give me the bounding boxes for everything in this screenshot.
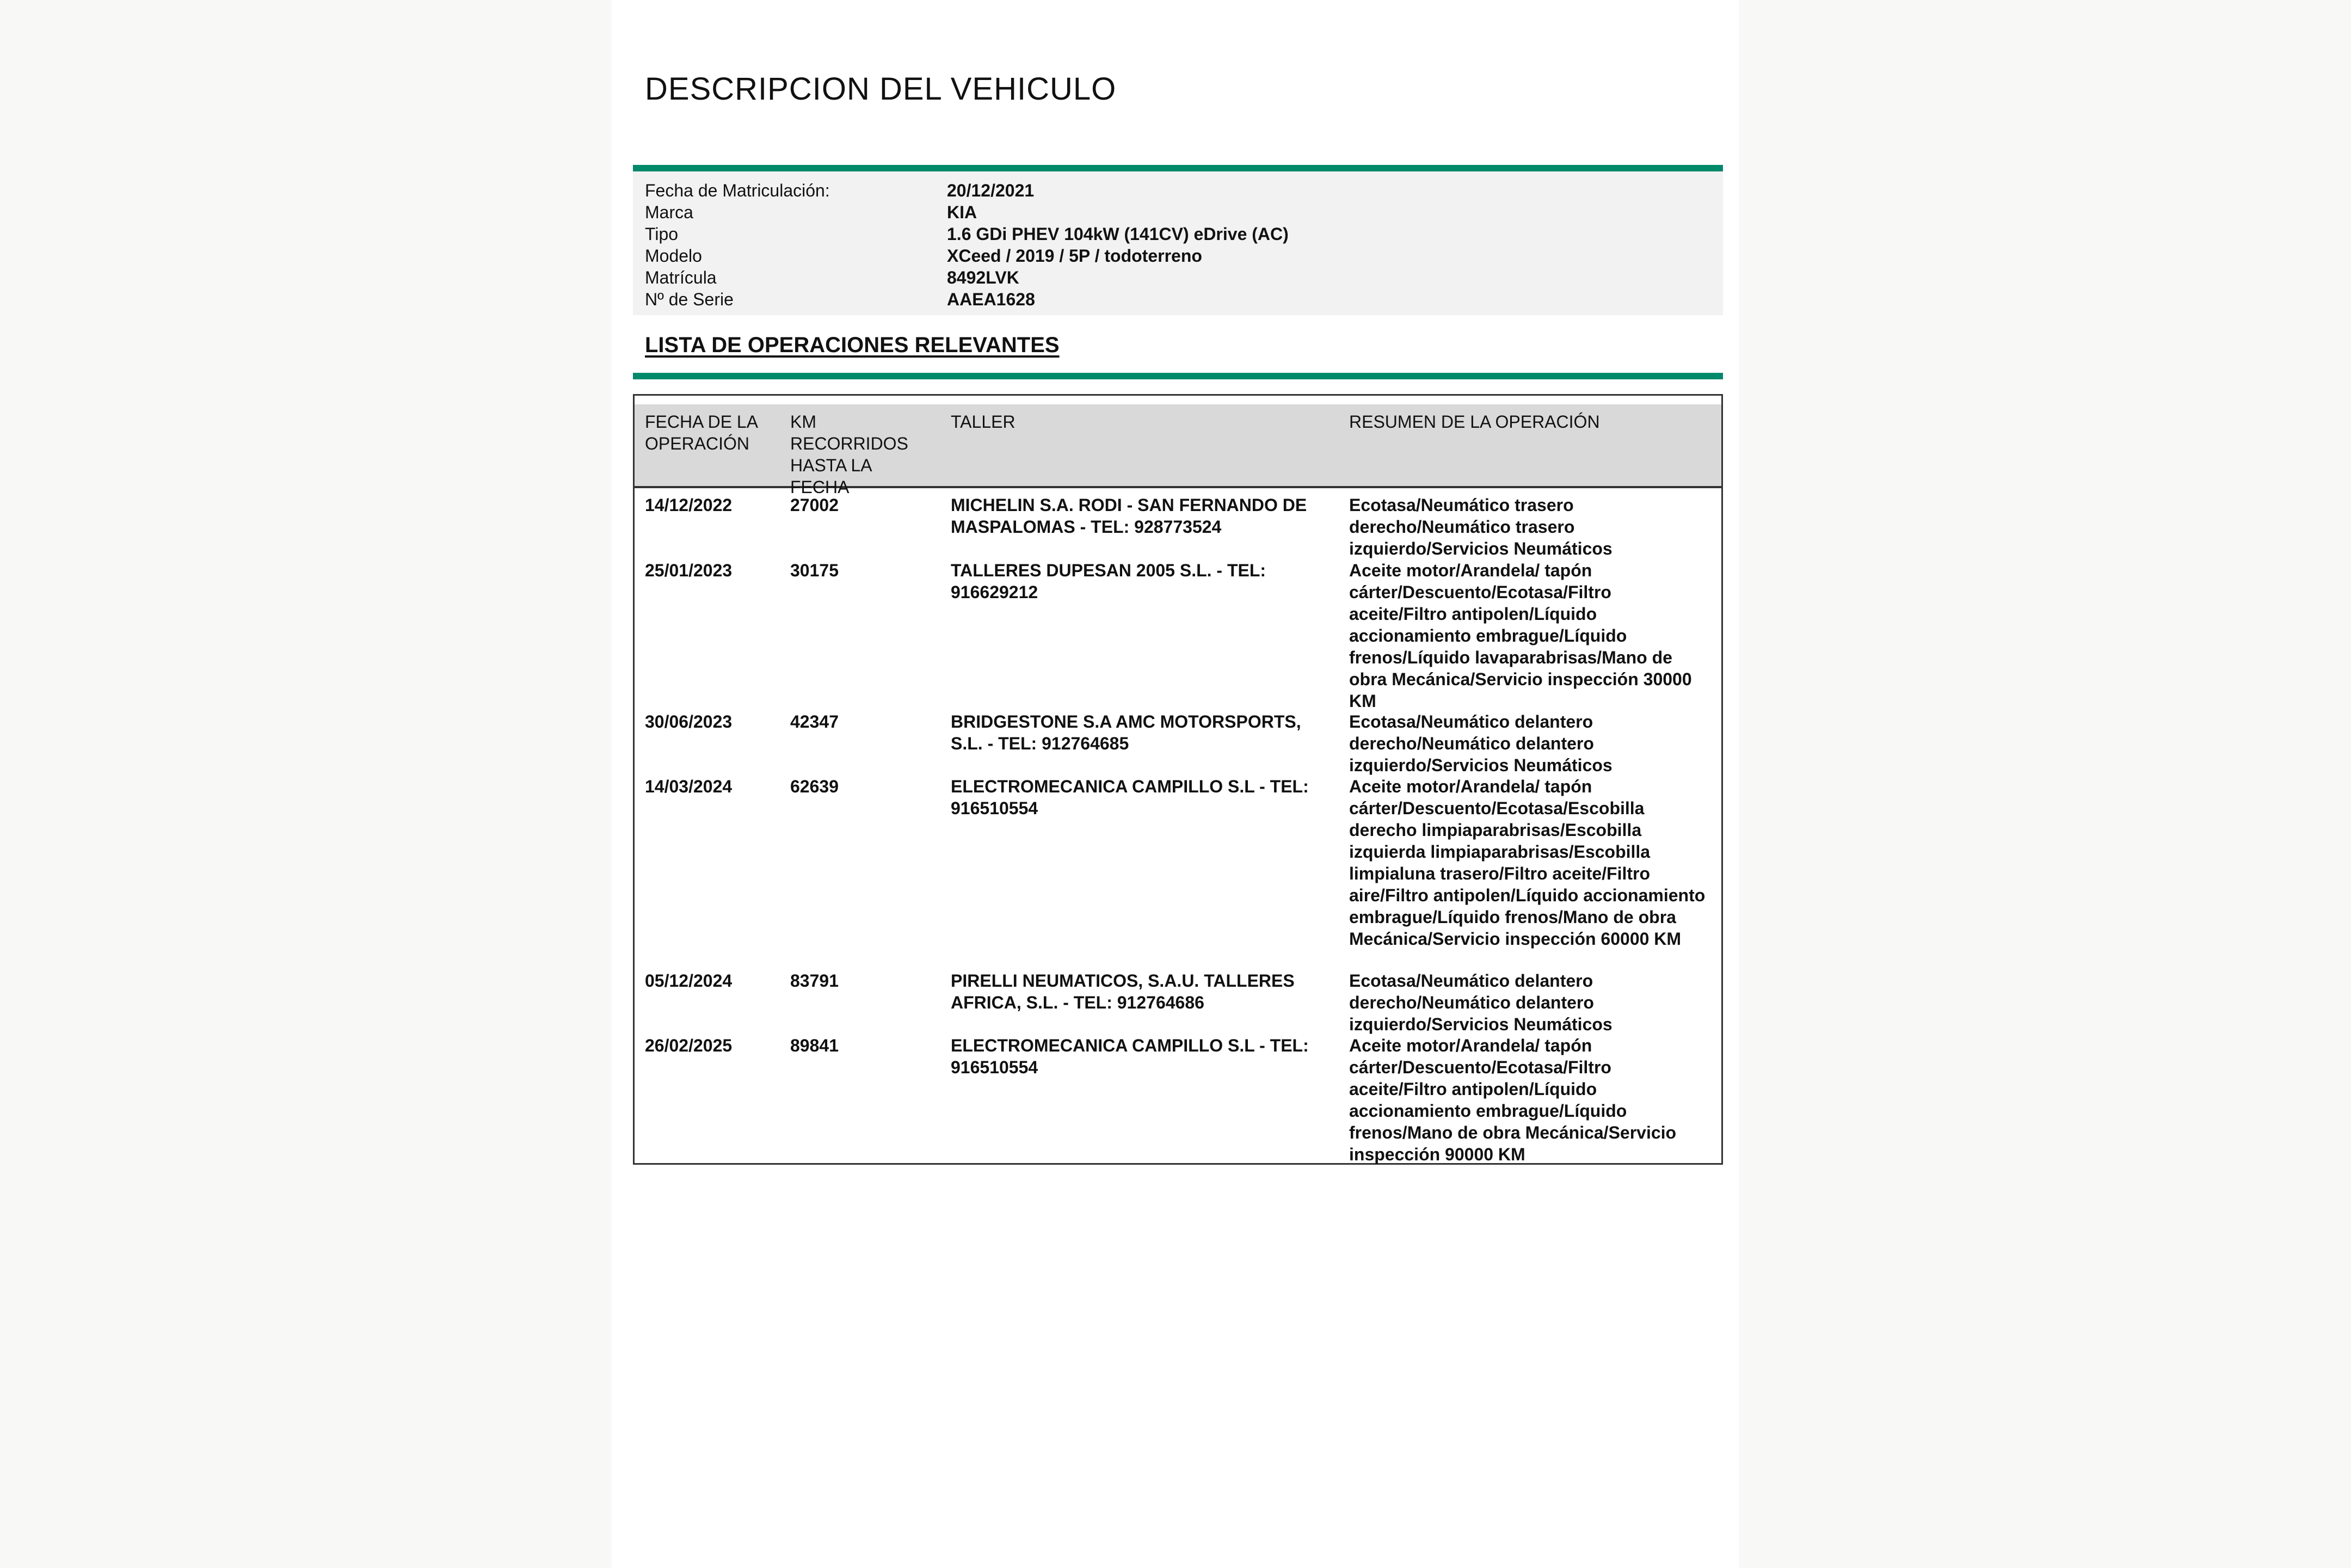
vehicle-label: Modelo bbox=[645, 246, 702, 266]
vehicle-value: AAEA1628 bbox=[947, 290, 1035, 309]
cell-summary: Ecotasa/Neumático trasero derecho/Neumático trasero izquierdo/Servicios Neumáticos bbox=[1349, 495, 1613, 558]
vehicle-value: XCeed / 2019 / 5P / todoterreno bbox=[947, 246, 1202, 266]
cell-shop: ELECTROMECANICA CAMPILLO S.L - TEL: 916510554 bbox=[951, 1036, 1309, 1077]
vehicle-value: 1.6 GDi PHEV 104kW (141CV) eDrive (AC) bbox=[947, 224, 1289, 244]
vehicle-label: Matrícula bbox=[645, 268, 717, 287]
cell-date: 25/01/2023 bbox=[645, 561, 733, 580]
section-divider-operations bbox=[633, 373, 1723, 379]
vehicle-value: KIA bbox=[947, 202, 977, 222]
cell-shop: BRIDGESTONE S.A AMC MOTORSPORTS, S.L. - TEL: 912764685 bbox=[951, 712, 1301, 753]
cell-shop: MICHELIN S.A. RODI - SAN FERNANDO DE MASPALOMAS - TEL: 928773524 bbox=[951, 495, 1307, 537]
cell-shop: ELECTROMECANICA CAMPILLO S.L - TEL: 916510554 bbox=[951, 777, 1309, 818]
cell-km: 27002 bbox=[790, 495, 839, 515]
cell-date: 26/02/2025 bbox=[645, 1036, 733, 1055]
cell-date: 14/12/2022 bbox=[645, 495, 733, 515]
cell-date: 30/06/2023 bbox=[645, 712, 733, 731]
header-date: FECHA DE LA OPERACIÓN bbox=[645, 412, 759, 453]
vehicle-label: Fecha de Matriculación: bbox=[645, 181, 830, 200]
cell-date: 14/03/2024 bbox=[645, 777, 733, 796]
cell-km: 83791 bbox=[790, 971, 839, 991]
header-summary: RESUMEN DE LA OPERACIÓN bbox=[1349, 412, 1600, 432]
cell-summary: Aceite motor/Arandela/ tapón cárter/Descuento/Ecotasa/Escobilla derecho limpiaparabrisas/Escobilla izquierda limpiaparabrisas/Escobilla limpialuna trasero/Filtro aceite/Filtro aire/Filtro antipolen/Líquido accionamiento embrague/Líquido frenos/Mano de obra Mecánica/Servicio inspección 60000 KM bbox=[1349, 777, 1706, 949]
section-title-operations: LISTA DE OPERACIONES RELEVANTES bbox=[645, 333, 1060, 357]
header-shop: TALLER bbox=[951, 412, 1016, 432]
vehicle-label: Tipo bbox=[645, 224, 679, 244]
cell-km: 42347 bbox=[790, 712, 839, 731]
cell-summary: Aceite motor/Arandela/ tapón cárter/Descuento/Ecotasa/Filtro aceite/Filtro antipolen/Líquido accionamiento embrague/Líquido frenos/Líquido lavaparabrisas/Mano de obra Mecánica/Servicio inspección 30000 KM bbox=[1349, 561, 1692, 711]
cell-km: 89841 bbox=[790, 1036, 839, 1055]
operations-table bbox=[633, 394, 1723, 1165]
vehicle-value: 8492LVK bbox=[947, 268, 1019, 287]
vehicle-value: 20/12/2021 bbox=[947, 181, 1035, 200]
table-header bbox=[635, 404, 1721, 497]
cell-summary: Ecotasa/Neumático delantero derecho/Neumático delantero izquierdo/Servicios Neumáticos bbox=[1349, 971, 1613, 1034]
vehicle-label: Marca bbox=[645, 202, 693, 222]
cell-shop: PIRELLI NEUMATICOS, S.A.U. TALLERES AFRICA, S.L. - TEL: 912764686 bbox=[951, 971, 1295, 1012]
cell-km: 30175 bbox=[790, 561, 839, 580]
cell-summary: Aceite motor/Arandela/ tapón cárter/Descuento/Ecotasa/Filtro aceite/Filtro antipolen/Líquido accionamiento embrague/Líquido frenos/Mano de obra Mecánica/Servicio inspección 90000 KM bbox=[1349, 1036, 1677, 1164]
vehicle-details bbox=[633, 171, 1723, 315]
cell-shop: TALLERES DUPESAN 2005 S.L. - TEL: 916629212 bbox=[951, 561, 1266, 602]
vehicle-label: Nº de Serie bbox=[645, 290, 734, 309]
section-divider-top bbox=[633, 165, 1723, 171]
page-title: DESCRIPCION DEL VEHICULO bbox=[645, 71, 1117, 107]
cell-date: 05/12/2024 bbox=[645, 971, 733, 991]
header-km: KM RECORRIDOS HASTA LA FECHA bbox=[790, 412, 908, 497]
cell-summary: Ecotasa/Neumático delantero derecho/Neumático delantero izquierdo/Servicios Neumáticos bbox=[1349, 712, 1613, 775]
cell-km: 62639 bbox=[790, 777, 839, 796]
